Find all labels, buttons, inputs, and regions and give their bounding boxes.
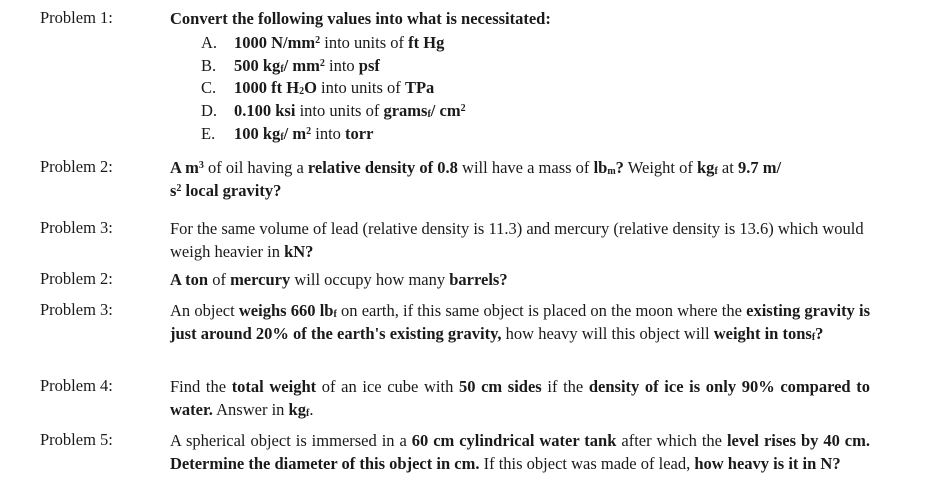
problem-1-intro: Convert the following values into what is necessitated: xyxy=(170,9,551,28)
item-c: C. 1000 ft $H_2O$ into units of TPa xyxy=(201,78,435,98)
problem-3-label: Problem 3: xyxy=(40,218,113,237)
problem-3-text: For the same volume of lead (relative density is 11.3) and mercury (relative density is 13.6) which would weigh heavier in kN? xyxy=(170,219,864,261)
problem-2-text: A $m^3$ of oil having a relative density of 0.8 will have a mass of $lb_m$? Weight of $kg_f$ at 9.7 m/ $s^2$ local gravity? xyxy=(170,158,782,200)
problem-1-items xyxy=(201,32,466,146)
problem-4-label: Problem 4: xyxy=(40,376,113,395)
item-b: B. 500 $kg_f/$ $mm^2$ into psf xyxy=(201,55,380,75)
problem-5-text: A spherical object is immersed in a 60 cm cylindrical water tank after which the level rises by 40 cm. Determine the diameter of this object in cm. If this object was made of lead, how heavy is it in N? xyxy=(170,431,871,473)
item-e: E. 100 $kg_f/$ $m^2$ into torr xyxy=(201,123,374,143)
problem-4-text: Find the total weight of an ice cube with 50 cm sides if the density of ice is only 90% compared to water. Answer in $kg_f$. xyxy=(170,377,870,419)
problem-1-label: Problem 1: xyxy=(40,8,113,27)
problem-2b-label: Problem 2: xyxy=(40,269,113,288)
item-a: A. 1000 $N/mm^2$ into units of ft Hg xyxy=(201,33,445,52)
problem-3b-label: Problem 3: xyxy=(40,300,113,319)
problem-2-label: Problem 2: xyxy=(40,157,113,176)
problem-2b-text: A ton of mercury will occupy how many barrels? xyxy=(170,270,508,289)
item-d: D. 0.100 ksi into units of grams$_f$/ $cm^2$ xyxy=(201,101,466,121)
problem-5-label: Problem 5: xyxy=(40,430,113,449)
problem-3b-text: An object weighs 660 $lb_f$ on earth, if this same object is placed on the moon where the existing gravity is just around 20% of the earth's existing gravity, how heavy will this object will weight in tons$_f$? xyxy=(170,301,871,343)
